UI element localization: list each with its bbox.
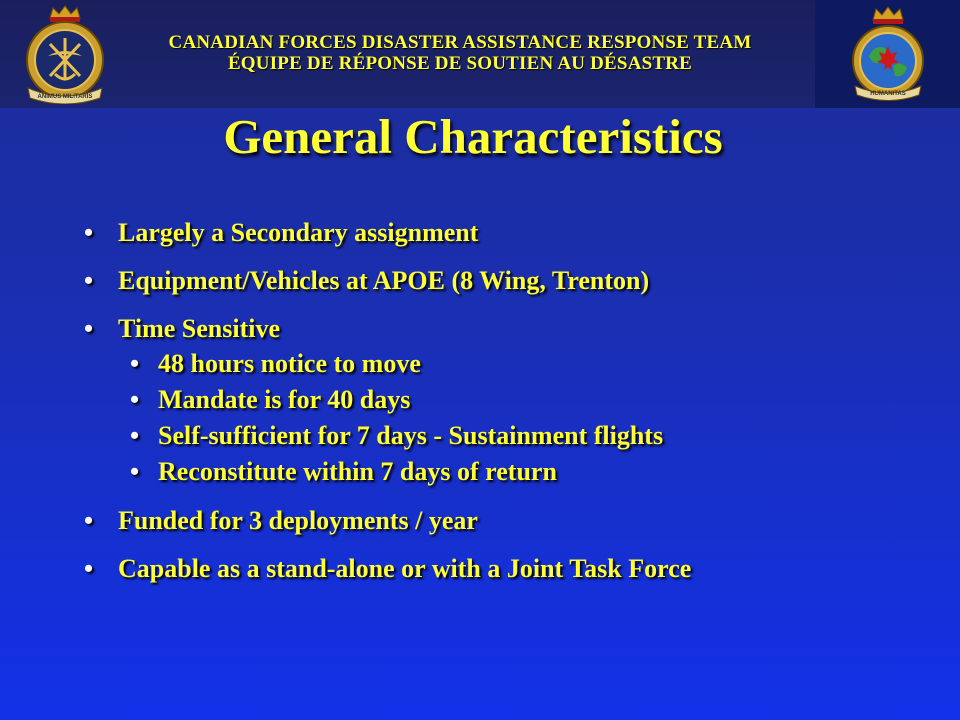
sub-bullet-text: Self-sufficient for 7 days - Sustainment flights: [158, 421, 664, 450]
sub-bullet-text: Mandate is for 40 days: [158, 385, 411, 414]
bullet-dot-icon: •: [84, 554, 94, 583]
bullet-text: Equipment/Vehicles at APOE (8 Wing, Trenton): [118, 266, 650, 295]
bullet-item: [80, 504, 940, 538]
bullet-text: Capable as a stand-alone or with a Joint Task Force: [118, 554, 692, 583]
sub-bullet-item: [120, 346, 940, 382]
sub-bullet-item: [120, 418, 940, 454]
sub-bullet-dot-icon: •: [130, 385, 140, 414]
bullet-text: Largely a Secondary assignment: [118, 218, 479, 247]
bullet-item: [80, 552, 940, 586]
sub-bullet-dot-icon: •: [130, 349, 140, 378]
bullet-item: [80, 312, 940, 490]
bullet-item: [80, 264, 940, 298]
left-crest-motto: ANIMUS MILITARIS: [37, 94, 93, 100]
sub-bullet-list: [120, 346, 940, 490]
org-name-french: ÉQUIPE DE RÉPONSE DE SOUTIEN AU DÉSASTRE: [227, 53, 693, 74]
bullet-dot-icon: •: [84, 266, 94, 295]
sub-bullet-dot-icon: •: [130, 457, 140, 486]
org-name-english: CANADIAN FORCES DISASTER ASSISTANCE RESPONSE TEAM: [168, 32, 752, 53]
bullet-dot-icon: •: [84, 314, 94, 343]
sub-bullet-dot-icon: •: [130, 421, 140, 450]
sub-bullet-text: 48 hours notice to move: [158, 349, 421, 378]
right-crest-motto: HUMANITAS: [870, 91, 906, 97]
bullet-text: Time Sensitive: [118, 314, 281, 343]
bullet-item: [80, 216, 940, 250]
sub-bullet-item: [120, 454, 940, 490]
slide-title: General Characteristics: [223, 109, 723, 164]
bullet-list: [80, 216, 940, 600]
bullet-dot-icon: •: [84, 218, 94, 247]
bullet-text: Funded for 3 deployments / year: [118, 506, 478, 535]
sub-bullet-item: [120, 382, 940, 418]
sub-bullet-text: Reconstitute within 7 days of return: [158, 457, 557, 486]
bullet-dot-icon: •: [84, 506, 94, 535]
